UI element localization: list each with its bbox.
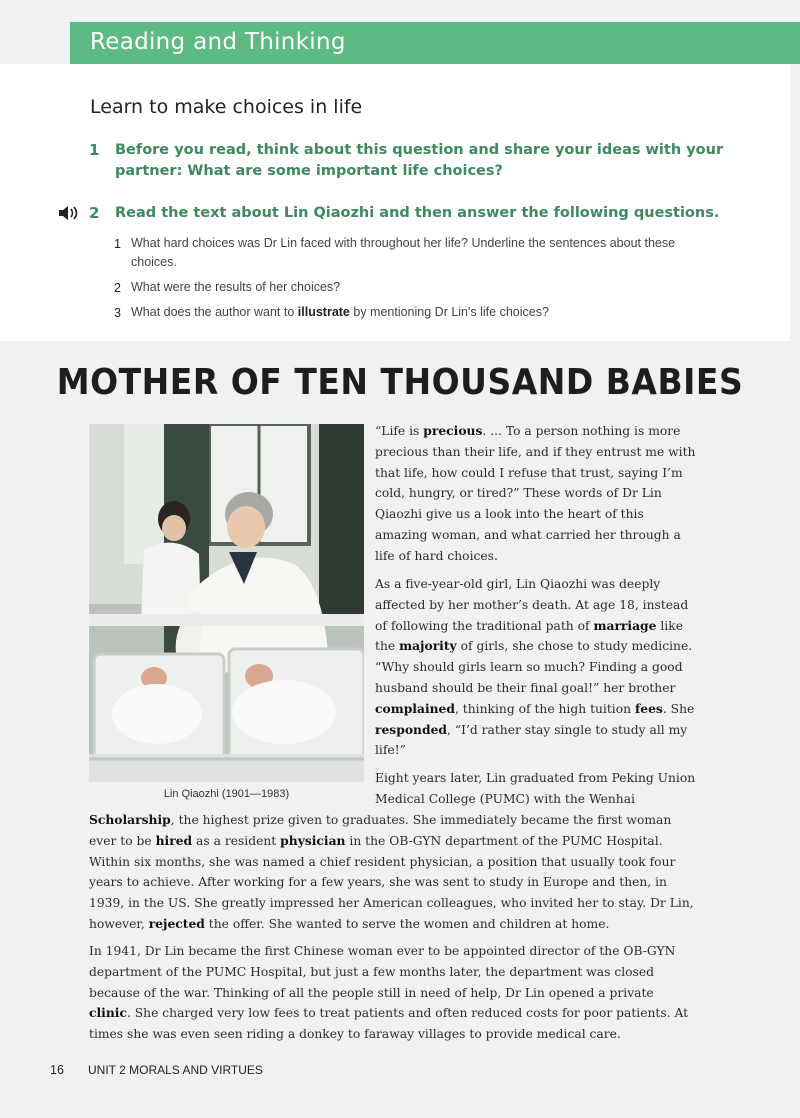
subquestion-3-text: What does the author want to illustrate by mentioning Dr Lin's life choices? [131, 305, 549, 319]
article-paragraph-1: “Life is precious. ... To a person nothing is more precious than their life, and if they entrust me with that life, how could I refuse that trust, saying I’m cold, hungry, or tired?” These words of Dr Lin Qiaozhi give us a look into the heart of this amazing woman, and what carried her through a life of hard choices. [375, 423, 696, 563]
question-1-line-1: Before you read, think about this question and share your ideas with your [115, 142, 724, 158]
section-subtitle: Learn to make choices in life [90, 96, 363, 118]
page-number: 16 [50, 1063, 64, 1077]
question-1-text [115, 140, 723, 182]
article-paragraph-3-rest: Scholarship, the highest prize given to graduates. She immediately became the first woman ever to be hired as a resident physician in the OB-GYN department of the PUMC Hospital. Within six months, she was named a chief resident physician, a position that usually took four years to achieve. After working for a few years, she was sent to study in Europe and then, in 1939, in the US. She greatly impressed her American colleagues, who invited her to stay. Dr Lin, however, rejected the offer. She wanted to serve the women and children at home. [89, 812, 694, 931]
article-title: MOTHER OF TEN THOUSAND BABIES [56, 360, 744, 403]
article-paragraph-3-start: Eight years later, Lin graduated from Peking Union Medical College (PUMC) with the Wenhai [375, 771, 696, 806]
article-paragraph-4: In 1941, Dr Lin became the first Chinese woman ever to be appointed director of the OB-GYN department of the PUMC Hospital, but just a few months later, the department was closed because of the war. Thinking of all the people still in need of help, Dr Lin opened a private clinic. She charged very low fees to treat patients and often reduced costs for poor patients. At times she was even seen riding a donkey to faraway villages to provide medical care. [89, 944, 689, 1042]
article-paragraph-2: As a five-year-old girl, Lin Qiaozhi was deeply affected by her mother’s death. At age 18, instead of following the traditional path of marriage like the majority of girls, she chose to study medicine. “Why should girls learn so much? Finding a good husband should be their final goal!” her brother complained, thinking of the high tuition fees. She responded, “I’d rather stay single to study all my life!” [375, 577, 695, 758]
unit-label: UNIT 2 MORALS AND VIRTUES [88, 1063, 263, 1077]
question-1-line-2: partner: What are some important life choices? [115, 163, 503, 179]
lin-qiaozhi-photo [89, 424, 364, 782]
subquestion-2-text: What were the results of her choices? [131, 280, 341, 294]
photo-caption: Lin Qiaozhi (1901—1983) [163, 788, 290, 800]
subquestion-3-number: 3 [114, 306, 121, 320]
question-1-number: 1 [89, 141, 100, 159]
subquestion-2-number: 2 [114, 281, 121, 295]
audio-speaker-icon[interactable] [58, 206, 82, 220]
subquestion-1-number: 1 [114, 237, 121, 251]
section-header-title: Reading and Thinking [90, 29, 346, 55]
subquestion-1-text: What hard choices was Dr Lin faced with throughout her life? Underline the sentences about these choices. [131, 236, 676, 269]
question-2-number: 2 [89, 204, 100, 222]
question-2-text: Read the text about Lin Qiaozhi and then answer the following questions. [115, 205, 720, 221]
section-header-band [70, 22, 800, 64]
